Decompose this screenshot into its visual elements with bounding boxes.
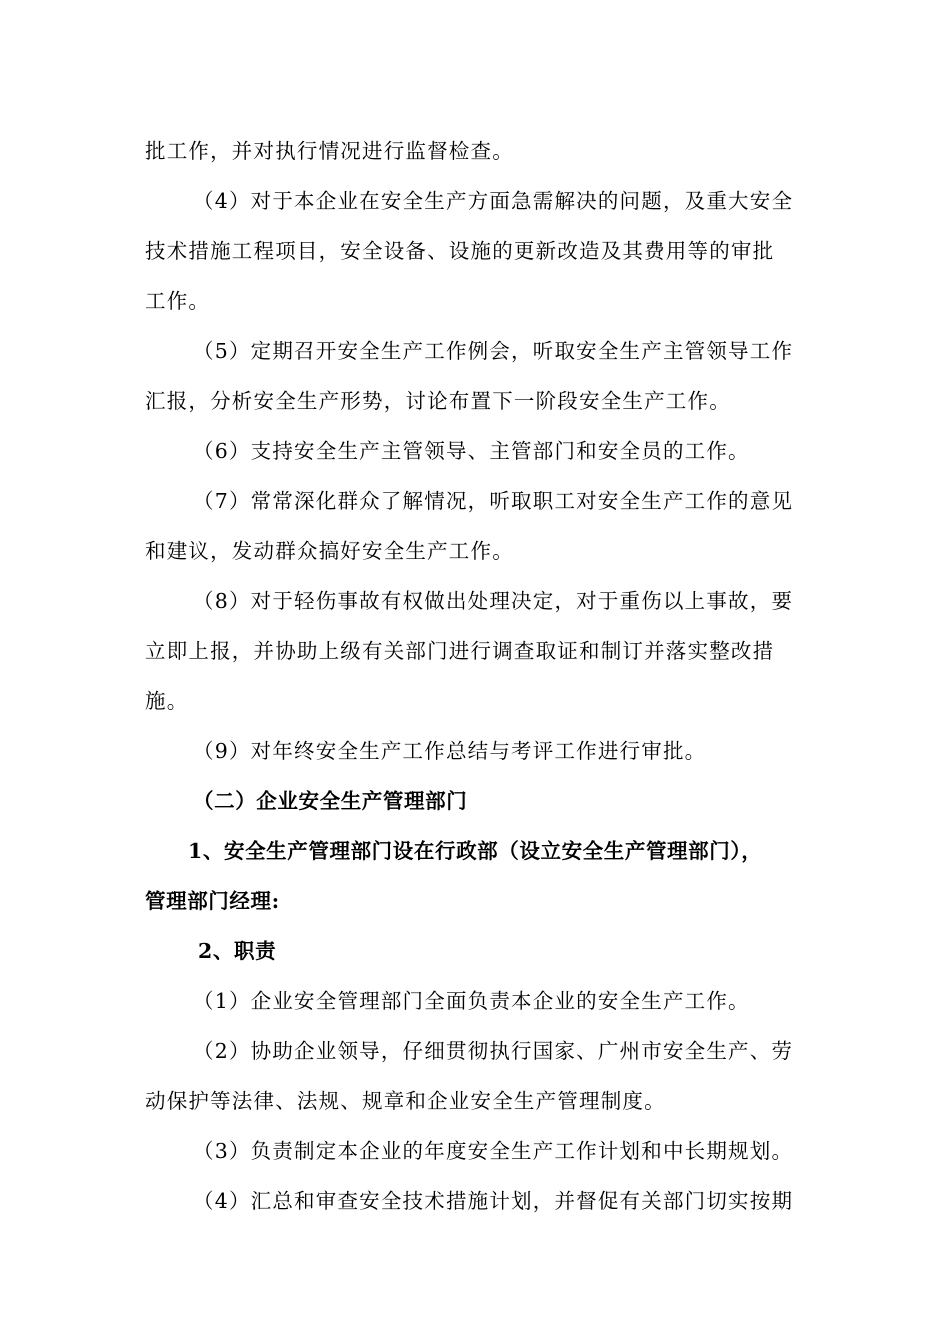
text-line: （4）汇总和审查安全技术措施计划，并督促有关部门切实按期 — [193, 1189, 794, 1213]
text-line: （6）支持安全生产主管领导、主管部门和安全员的工作。 — [193, 439, 750, 463]
text-line: 和建议，发动群众搞好安全生产工作。 — [145, 539, 514, 563]
text-line: （4）对于本企业在安全生产方面急需解决的问题，及重大安全 — [193, 189, 794, 213]
text-line: 立即上报，并协助上级有关部门进行调查取证和制订并落实整改措 — [145, 639, 775, 663]
text-line: 汇报，分析安全生产形势，讨论布置下一阶段安全生产工作。 — [145, 389, 731, 413]
text-line: （8）对于轻伤事故有权做出处理决定，对于重伤以上事故，要 — [193, 589, 794, 613]
subsection-heading: 1、安全生产管理部门设在行政部（设立安全生产管理部门）， — [188, 839, 763, 863]
text-line: 动保护等法律、法规、规章和企业安全生产管理制度。 — [145, 1089, 666, 1113]
section-heading: （二）企业安全生产管理部门 — [193, 789, 468, 813]
text-line: （5）定期召开安全生产工作例会，听取安全生产主管领导工作 — [193, 339, 794, 363]
text-line: 施。 — [145, 689, 189, 713]
text-line: （9）对年终安全生产工作总结与考评工作进行审批。 — [193, 739, 707, 763]
text-line: （2）协助企业领导，仔细贯彻执行国家、广州市安全生产、劳 — [193, 1039, 794, 1063]
text-line: 技术措施工程项目，安全设备、设施的更新改造及其费用等的审批 — [145, 239, 775, 263]
text-line: （7）常常深化群众了解情况，听取职工对安全生产工作的意见 — [193, 489, 794, 513]
subsection-heading-continued: 管理部门经理: — [145, 889, 280, 913]
text-line: （3）负责制定本企业的年度安全生产工作计划和中长期规划。 — [193, 1139, 794, 1163]
text-line: （1）企业安全管理部门全面负责本企业的安全生产工作。 — [193, 989, 750, 1013]
text-line: 批工作，并对执行情况进行监督检查。 — [145, 139, 514, 163]
text-line: 工作。 — [145, 289, 211, 313]
subsection-heading: 2、职责 — [198, 939, 277, 963]
